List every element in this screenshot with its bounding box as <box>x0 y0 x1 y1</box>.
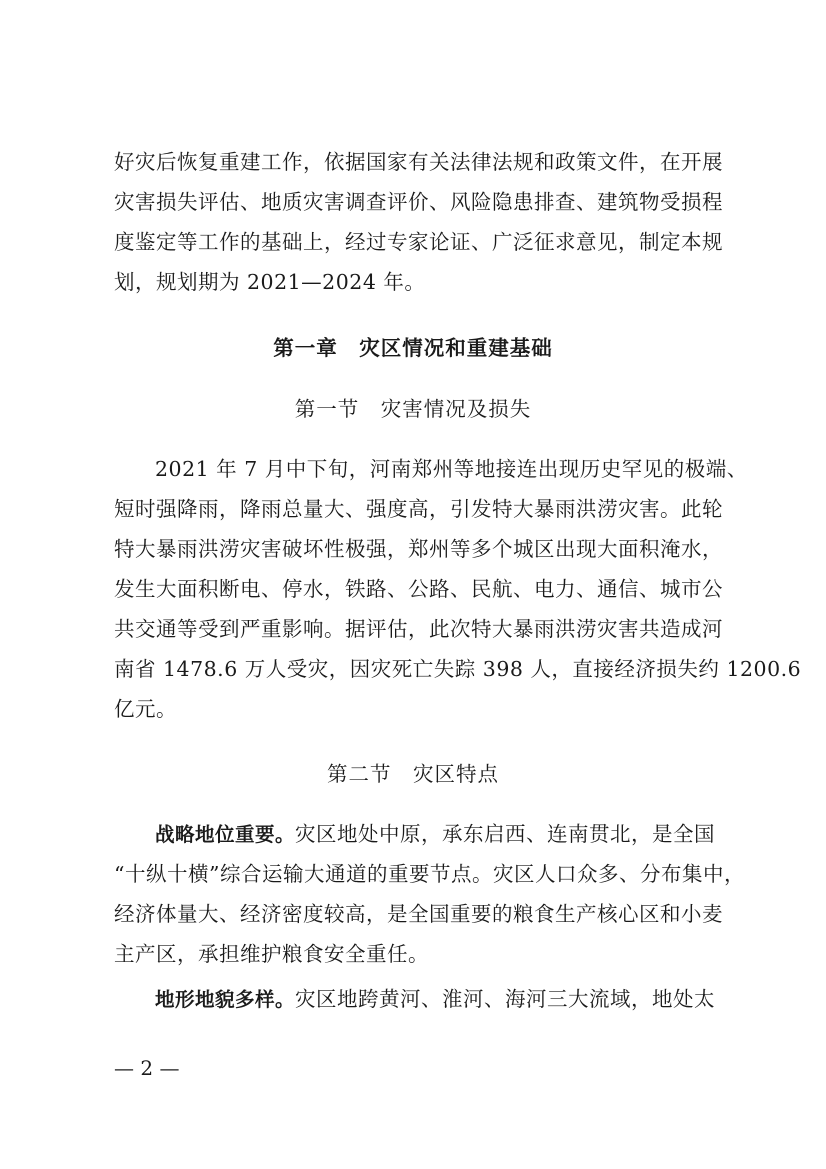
para2-line-6: 南省 1478.6 万人受灾，因灾死亡失踪 398 人，直接经济损失约 1200.6 <box>114 657 802 681</box>
para1-line-4: 划，规划期为 2021—2024 年。 <box>114 270 426 294</box>
para3-line-3: 经济体量大、经济密度较高，是全国重要的粮食生产核心区和小麦 <box>114 902 723 926</box>
para2-line-3: 特大暴雨洪涝灾害破坏性极强，郑州等多个城区出现大面积淹水， <box>114 537 723 561</box>
para3-line-2: “十纵十横”综合运输大通道的重要节点。灾区人口众多、分布集中， <box>114 862 745 886</box>
para1-line-3: 度鉴定等工作的基础上，经过专家论证、广泛征求意见，制定本规 <box>114 230 723 254</box>
para1-line-1: 好灾后恢复重建工作，依据国家有关法律法规和政策文件，在开展 <box>114 150 723 174</box>
section1-heading: 第一节 灾害情况及损失 <box>294 397 532 421</box>
para3-line-1-text: 灾区地处中原，承东启西、连南贯北，是全国 <box>295 822 716 846</box>
section2-heading: 第二节 灾区特点 <box>327 762 499 786</box>
para2-line-5: 共交通等受到严重影响。据评估，此次特大暴雨洪涝灾害共造成河 <box>114 617 723 641</box>
para4-lead: 地形地貌多样。 <box>155 988 296 1011</box>
para1-line-2: 灾害损失评估、地质灾害调查评价、风险隐患排查、建筑物受损程 <box>114 190 723 214</box>
para2-line-1: 2021 年 7 月中下旬，河南郑州等地接连出现历史罕见的极端、 <box>155 457 748 481</box>
para2-line-4: 发生大面积断电、停水，铁路、公路、民航、电力、通信、城市公 <box>114 577 723 601</box>
para3-line-1 <box>155 820 755 849</box>
para2-line-7: 亿元。 <box>114 697 177 721</box>
para4-line-1-text: 灾区地跨黄河、淮河、海河三大流域，地处太 <box>295 987 716 1011</box>
para4-line-1 <box>155 985 755 1014</box>
chapter-heading: 第一章 灾区情况和重建基础 <box>273 336 553 360</box>
para3-line-4: 主产区，承担维护粮食安全重任。 <box>114 942 429 966</box>
para2-line-2: 短时强降雨，降雨总量大、强度高，引发特大暴雨洪涝灾害。此轮 <box>114 497 723 521</box>
page-number: — 2 — <box>114 1056 180 1080</box>
para3-lead: 战略地位重要。 <box>155 823 296 846</box>
